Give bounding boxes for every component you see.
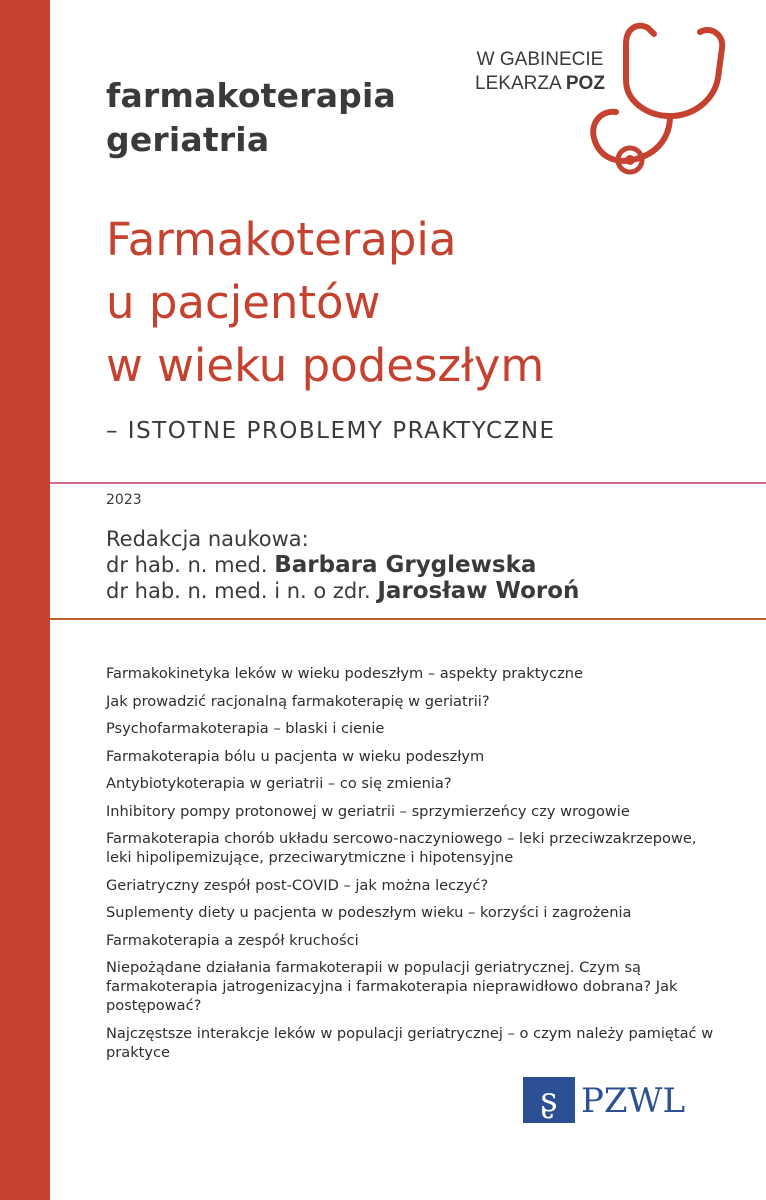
cover-spine [0, 0, 50, 1200]
divider-top [50, 482, 766, 484]
divider-bottom [50, 618, 766, 620]
editor-1-prefix: dr hab. n. med. [106, 553, 275, 577]
editors-block [106, 526, 579, 604]
series-line-1: farmakoterapia [106, 76, 396, 115]
toc-item: Jak prowadzić racjonalną farmakoterapię w geriatrii? [106, 692, 490, 710]
publication-year: 2023 [106, 492, 142, 508]
toc-item: Inhibitory pompy protonowej w geriatrii – sprzymierzeńcy czy wrogowie [106, 802, 630, 820]
toc-item: Niepożądane działania farmakoterapii w populacji geriatrycznej. Czym są farmakoterapia jatrogenizacyjna i farmakoterapia nieprawidłowo dobrana? Jak postępować? [106, 959, 678, 1014]
toc-item: Farmakoterapia bólu u pacjenta w wieku podeszłym [106, 747, 485, 765]
editors-label: Redakcja naukowa: [106, 527, 309, 551]
book-title [106, 208, 544, 397]
title-line-3: w wieku podeszłym [106, 339, 545, 392]
title-line-1: Farmakoterapia [106, 213, 457, 266]
publisher-name: PZWL [581, 1081, 686, 1121]
editor-2 [106, 578, 579, 604]
stethoscope-icon [578, 20, 728, 180]
title-line-2: u pacjentów [106, 276, 381, 329]
toc-item: Farmakoterapia a zespół kruchości [106, 931, 359, 949]
toc-item: Najczęstsze interakcje leków w populacji geriatrycznej – o czym należy pamiętać w praktyce [106, 1024, 714, 1061]
toc-item: Psychofarmakoterapia – blaski i cienie [106, 720, 385, 737]
toc-item: Farmakokinetyka leków w wieku podeszłym – aspekty praktyczne [106, 665, 583, 682]
editor-1-name: Barbara Gryglewska [274, 552, 537, 578]
editor-1 [106, 552, 579, 578]
toc-item: Suplementy diety u pacjenta w podeszłym wieku – korzyści i zagrożenia [106, 904, 632, 921]
book-subtitle: – ISTOTNE PROBLEMY PRAKTYCZNE [106, 418, 556, 444]
publisher-mark-icon: ʂ [523, 1077, 575, 1123]
editor-2-prefix: dr hab. n. med. i n. o zdr. [106, 579, 378, 603]
toc-item: Farmakoterapia chorób układu sercowo-naczyniowego – leki przeciwzakrzepowe, leki hipolipemizujące, przeciwarytmiczne i hipotensyjne [106, 830, 697, 866]
badge-line-1: W GABINECIE [476, 49, 604, 70]
series-line-2: geriatria [106, 120, 270, 159]
badge-line-2-bold: POZ [565, 73, 605, 94]
table-of-contents [106, 664, 726, 1070]
badge-line-2-regular: LEKARZA [475, 73, 566, 94]
toc-item: Geriatryczny zespół post-COVID – jak można leczyć? [106, 876, 489, 894]
series-title [106, 74, 396, 162]
editor-2-name: Jarosław Woroń [377, 578, 580, 604]
toc-item: Antybiotykoterapia w geriatrii – co się zmienia? [106, 775, 452, 792]
